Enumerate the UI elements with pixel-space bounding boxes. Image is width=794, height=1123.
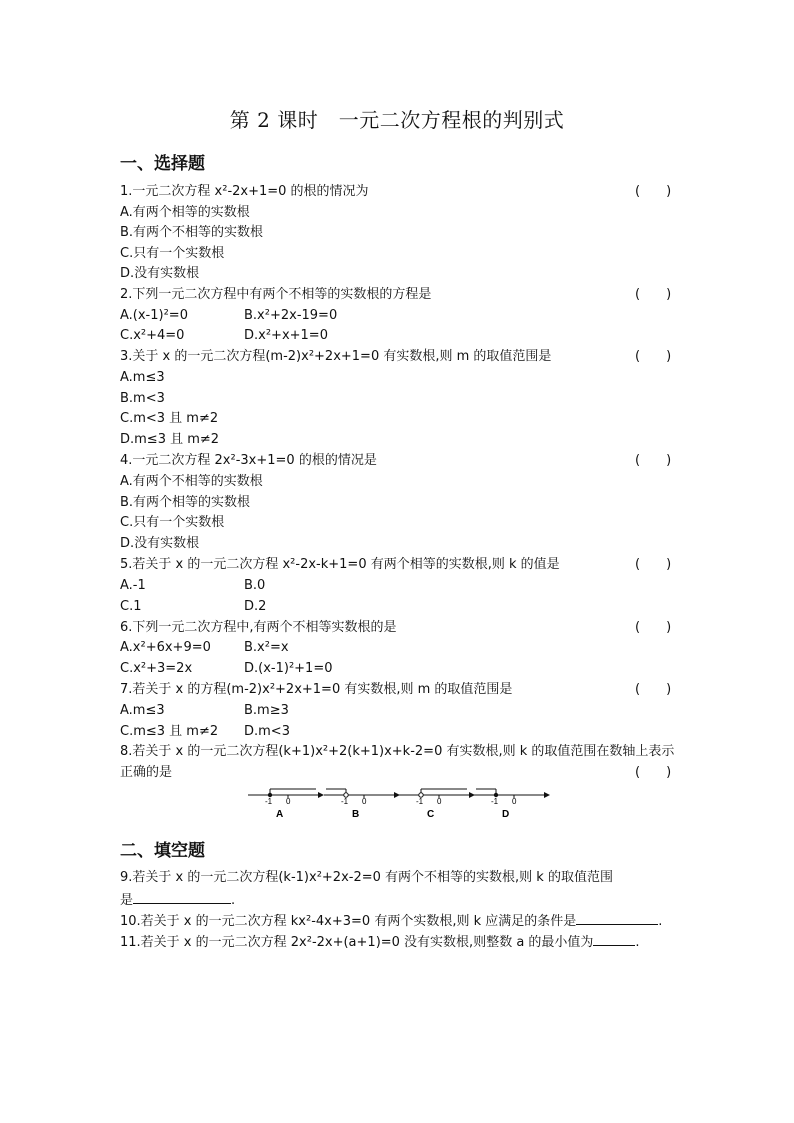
q5-option-d: D.2 [244,599,267,614]
q5-option-c: C.1 [120,599,142,614]
q2-row-2 [120,327,328,345]
number-line-options-figure [246,781,552,821]
q10-period: . [658,914,663,929]
question-5-stem: 5.若关于 x 的一元二次方程 x²-2x-k+1=0 有两个相等的实数根,则 k 的值是 [120,557,560,572]
answer-paren-3: ( ) [635,349,672,364]
answer-blank-11[interactable] [593,931,635,946]
q1-option-b: B.有两个不相等的实数根 [120,225,264,240]
question-4-stem: 4.一元二次方程 2x²-3x+1=0 的根的情况是 [120,453,377,468]
q11-period: . [635,935,640,950]
option-label-a: A [276,809,284,820]
q6-option-b: B.x²=x [244,640,289,655]
q7-option-c: C.m≤3 且 m≠2 [120,724,219,739]
q6-option-c: C.x²+3=2x [120,661,193,676]
q2-option-a: A.(x-1)²=0 [120,308,188,323]
q9-stem-tail: 是 [120,893,134,908]
answer-paren-7: ( ) [635,682,672,697]
section-heading-choice: 一、选择题 [120,154,205,174]
answer-paren-6: ( ) [635,620,672,635]
answer-paren-8: ( ) [635,765,672,780]
question-7-stem: 7.若关于 x 的方程(m-2)x²+2x+1=0 有实数根,则 m 的取值范围是 [120,682,513,697]
number-line-b [324,789,400,820]
tick-label-neg1: -1 [491,797,499,806]
option-label-b: B [352,809,360,820]
q1-option-a: A.有两个相等的实数根 [120,205,250,220]
tick-label-0: 0 [437,797,442,806]
number-line-a [248,789,324,820]
q7-option-d: D.m<3 [244,724,290,739]
q5-option-b: B.0 [244,578,266,593]
answer-paren-1: ( ) [635,184,672,199]
question-9-stem-line-1: 9.若关于 x 的一元二次方程(k-1)x²+2x-2=0 有两个不相等的实数根,则 k 的取值范围 [120,870,613,885]
question-10 [120,910,662,931]
q2-option-b: B.x²+2x-19=0 [244,308,338,323]
section-heading-fill-blank: 二、填空题 [120,841,205,861]
option-label-d: D [502,809,510,820]
q3-option-a: A.m≤3 [120,370,165,385]
answer-paren-4: ( ) [635,453,672,468]
question-11-stem: 11.若关于 x 的一元二次方程 2x²-2x+(a+1)=0 没有实数根,则整数 a 的最小值为 [120,935,594,950]
question-8-stem-line-2: 正确的是 [120,765,173,780]
tick-label-0: 0 [286,797,291,806]
tick-label-0: 0 [362,797,367,806]
q7-row-2 [120,723,290,741]
q6-row-1 [120,639,289,657]
q7-row-1 [120,702,289,720]
q2-option-d: D.x²+x+1=0 [244,328,328,343]
answer-paren-2: ( ) [635,287,672,302]
q2-row-1 [120,307,338,325]
question-1-stem: 1.一元二次方程 x²-2x+1=0 的根的情况为 [120,184,369,199]
q3-option-b: B.m<3 [120,391,165,406]
q6-option-a: A.x²+6x+9=0 [120,640,211,655]
question-9-stem-line-2 [120,889,235,910]
q5-row-1 [120,577,266,595]
tick-label-neg1: -1 [341,797,349,806]
question-11 [120,931,640,952]
q4-option-b: B.有两个相等的实数根 [120,495,251,510]
tick-label-0: 0 [512,797,517,806]
q5-row-2 [120,598,267,616]
tick-label-neg1: -1 [265,797,273,806]
number-line-c [399,789,475,820]
q5-option-a: A.-1 [120,578,146,593]
number-line-d [474,789,550,820]
q6-option-d: D.(x-1)²+1=0 [244,661,333,676]
question-10-stem: 10.若关于 x 的一元二次方程 kx²-4x+3=0 有两个实数根,则 k 应满足的条件是 [120,914,577,929]
tick-label-neg1: -1 [416,797,424,806]
q4-option-c: C.只有一个实数根 [120,515,225,530]
q1-option-c: C.只有一个实数根 [120,246,225,261]
question-6-stem: 6.下列一元二次方程中,有两个不相等实数根的是 [120,620,397,635]
answer-paren-5: ( ) [635,557,672,572]
q7-option-b: B.m≥3 [244,703,289,718]
answer-blank-10[interactable] [576,910,658,925]
q6-row-2 [120,660,333,678]
q2-option-c: C.x²+4=0 [120,328,185,343]
page-title: 第 2 课时 一元二次方程根的判别式 [229,108,565,132]
question-2-stem: 2.下列一元二次方程中有两个不相等的实数根的方程是 [120,287,432,302]
q4-option-a: A.有两个不相等的实数根 [120,474,263,489]
option-label-c: C [427,809,435,820]
q7-option-a: A.m≤3 [120,703,165,718]
q1-option-d: D.没有实数根 [120,266,200,281]
question-3-stem: 3.关于 x 的一元二次方程(m-2)x²+2x+1=0 有实数根,则 m 的取值范围是 [120,349,552,364]
q4-option-d: D.没有实数根 [120,536,200,551]
question-8-stem-line-1: 8.若关于 x 的一元二次方程(k+1)x²+2(k+1)x+k-2=0 有实数根,则 k 的取值范围在数轴上表示 [120,744,675,759]
answer-blank-9[interactable] [133,889,231,904]
q3-option-c: C.m<3 且 m≠2 [120,411,219,426]
q9-period: . [231,893,236,908]
q3-option-d: D.m≤3 且 m≠2 [120,432,220,447]
